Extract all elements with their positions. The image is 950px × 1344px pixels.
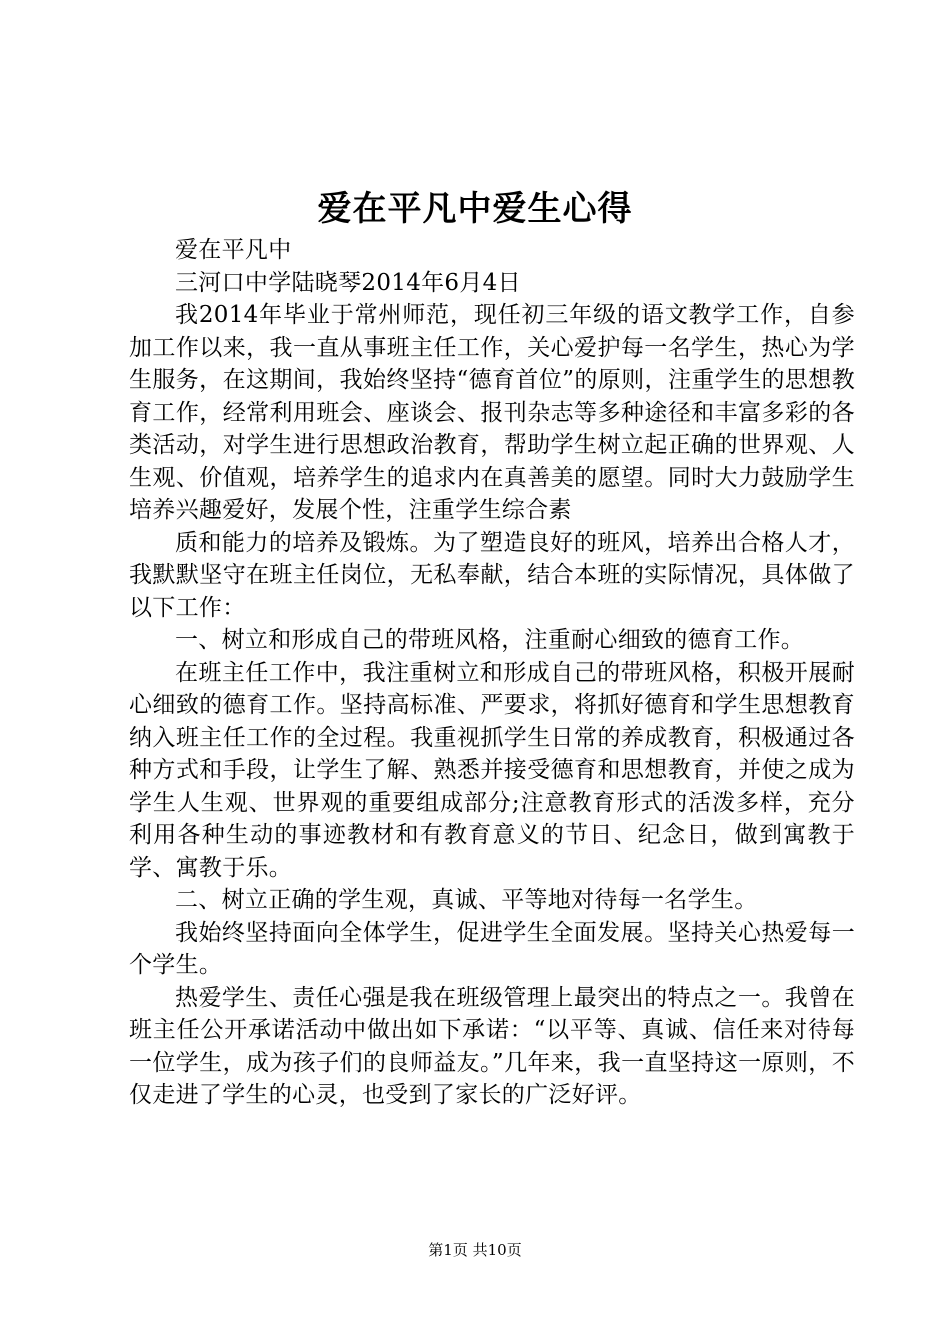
paragraph: 我始终坚持面向全体学生，促进学生全面发展。坚持关心热爱每一个学生。 [129,919,855,978]
section-heading: 二、树立正确的学生观，真诚、平等地对待每一名学生。 [175,887,758,913]
paragraph: 热爱学生、责任心强是我在班级管理上最突出的特点之一。我曾在班主任公开承诺活动中做出如下承诺：“以平等、真诚、信任来对待每一位学生，成为孩子们的良师益友。”几年来，我一直坚持这一原则，不仅走进了学生的心灵，也受到了家长的广泛好评。 [129,984,855,1108]
paragraph-author-date: 三河口中学陆晓琴2014年6月4日 [175,269,521,296]
paragraph: 质和能力的培养及锻炼。为了塑造良好的班风，培养出合格人才，我默默坚守在班主任岗位，无私奉献，结合本班的实际情况，具体做了以下工作： [129,529,855,621]
document-title: 爱在平凡中爱生心得 [317,189,633,229]
section-heading: 一、树立和形成自己的带班风格，注重耐心细致的德育工作。 [175,627,805,653]
paragraph-subtitle: 爱在平凡中 [175,237,292,263]
document-body [129,234,855,1112]
paragraph: 在班主任工作中，我注重树立和形成自己的带班风格，积极开展耐心细致的德育工作。坚持高标准、严要求，将抓好德育和学生思想教育纳入班主任工作的全过程。我重视抓学生日常的养成教育，积极通过各种方式和手段，让学生了解、熟悉并接受德育和思想教育，并使之成为学生人生观、世界观的重要组成部分;注意教育形式的活泼多样，充分利用各种生动的事迹教材和有教育意义的节日、纪念日，做到寓教于学、寓教于乐。 [129,659,855,881]
page-footer: 第1页 共10页 [428,1241,522,1259]
paragraph: 我2014年毕业于常州师范，现任初三年级的语文教学工作，自参加工作以来，我一直从事班主任工作，关心爱护每一名学生，热心为学生服务，在这期间，我始终坚持“德育首位”的原则，注重学生的思想教育工作，经常利用班会、座谈会、报刊杂志等多种途径和丰富多彩的各类活动，对学生进行思想政治教育，帮助学生树立起正确的世界观、人生观、价值观，培养学生的追求内在真善美的愿望。同时大力鼓励学生培养兴趣爱好，发展个性，注重学生综合素 [129,302,855,523]
